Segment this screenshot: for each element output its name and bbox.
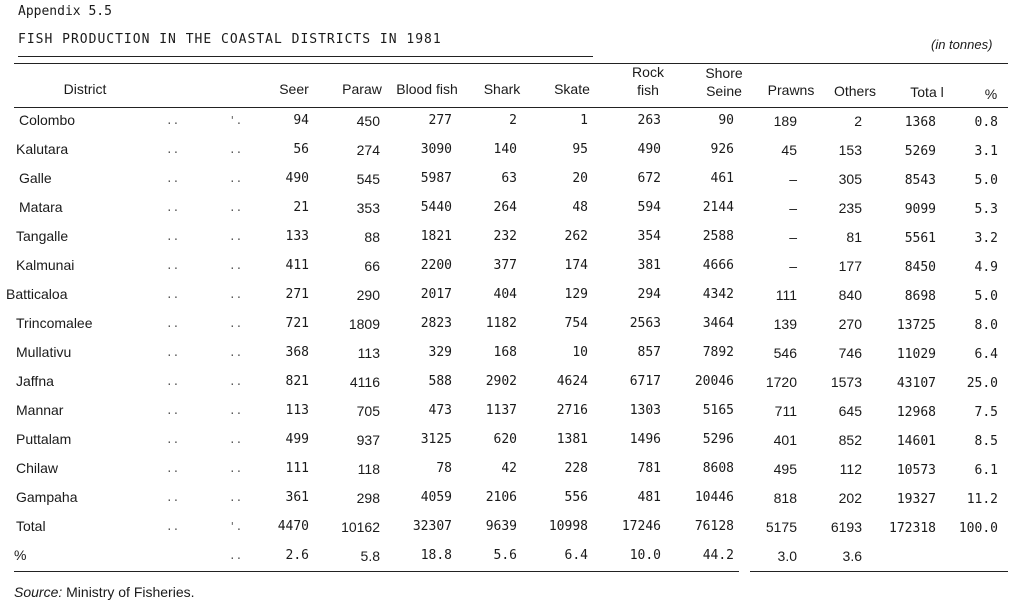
- cell-percent: 100.0: [958, 521, 998, 536]
- header-blood-fish: Blood fish: [396, 81, 458, 97]
- cell-rock-fish: 857: [637, 345, 661, 360]
- leader-dots: ..: [229, 491, 243, 504]
- cell-skate: 6.4: [564, 548, 588, 563]
- header-skate: Skate: [554, 81, 590, 97]
- header-paraw: Paraw: [342, 81, 382, 97]
- cell-seer: 133: [285, 229, 309, 244]
- cell-tota-l: 19327: [896, 492, 936, 507]
- units-note: (in tonnes): [931, 37, 993, 52]
- cell-blood-fish: 18.8: [420, 548, 452, 563]
- header-percent: %: [984, 86, 998, 102]
- cell-prawns: 546: [773, 345, 797, 361]
- cell-skate: 1381: [556, 432, 588, 447]
- cell-shark: 140: [493, 142, 517, 157]
- leader-dots: ..: [229, 288, 243, 301]
- cell-rock-fish: 354: [637, 229, 661, 244]
- cell-blood-fish: 473: [428, 403, 452, 418]
- cell-shore-seine: 4666: [702, 258, 734, 273]
- cell-percent: 8.5: [974, 434, 998, 449]
- cell-tota-l: 8543: [904, 173, 936, 188]
- leader-dots: ..: [166, 462, 180, 475]
- cell-percent: 3.1: [974, 144, 998, 159]
- leader-dots: ..: [166, 433, 180, 446]
- leader-dots: ..: [229, 433, 243, 446]
- cell-blood-fish: 2200: [420, 258, 452, 273]
- cell-blood-fish: 1821: [420, 229, 452, 244]
- cell-prawns: –: [789, 258, 797, 274]
- leader-dots: ..: [229, 317, 243, 330]
- header-tota-l: Tota l: [910, 84, 944, 100]
- cell-shark: 232: [493, 229, 517, 244]
- cell-shark: 404: [493, 287, 517, 302]
- leader-dots: ..: [229, 375, 243, 388]
- leader-dots: '.: [229, 114, 243, 127]
- cell-prawns: –: [789, 200, 797, 216]
- cell-shark: 5.6: [493, 548, 517, 563]
- cell-rock-fish: 672: [637, 171, 661, 186]
- cell-seer: 721: [285, 316, 309, 331]
- header-district: District: [63, 81, 107, 97]
- cell-shark: 1137: [485, 403, 517, 418]
- cell-skate: 174: [564, 258, 588, 273]
- cell-skate: 262: [564, 229, 588, 244]
- cell-percent: 5.0: [974, 173, 998, 188]
- cell-others: 840: [838, 287, 862, 303]
- appendix-label: Appendix 5.5: [18, 4, 112, 19]
- cell-shark: 2: [509, 113, 517, 128]
- cell-percent: 8.0: [974, 318, 998, 333]
- cell-percent: 3.2: [974, 231, 998, 246]
- cell-prawns: 139: [773, 316, 797, 332]
- cell-paraw: 545: [356, 171, 380, 187]
- cell-tota-l: 9099: [904, 202, 936, 217]
- cell-blood-fish: 2017: [420, 287, 452, 302]
- cell-tota-l: 8450: [904, 260, 936, 275]
- cell-rock-fish: 490: [637, 142, 661, 157]
- cell-shore-seine: 3464: [702, 316, 734, 331]
- cell-percent: 4.9: [974, 260, 998, 275]
- cell-paraw: 118: [357, 461, 380, 477]
- leader-dots: ..: [166, 404, 180, 417]
- cell-tota-l: 11029: [896, 347, 936, 362]
- cell-others: 235: [838, 200, 862, 216]
- cell-skate: 10: [572, 345, 588, 360]
- leader-dots: ..: [229, 346, 243, 359]
- cell-shark: 620: [493, 432, 517, 447]
- cell-shark: 2902: [485, 374, 517, 389]
- cell-rock-fish: 6717: [629, 374, 661, 389]
- row-district: Kalutara: [16, 141, 69, 157]
- cell-rock-fish: 17246: [621, 519, 661, 534]
- header-seer: Seer: [279, 81, 309, 97]
- cell-prawns: 5175: [765, 519, 797, 535]
- header-shore-seine: Shore Seine: [705, 65, 743, 99]
- cell-others: 305: [838, 171, 862, 187]
- leader-dots: ..: [166, 259, 180, 272]
- cell-shark: 9639: [485, 519, 517, 534]
- cell-shore-seine: 926: [710, 142, 734, 157]
- cell-blood-fish: 3090: [420, 142, 452, 157]
- cell-blood-fish: 2823: [420, 316, 452, 331]
- cell-seer: 111: [285, 461, 309, 476]
- cell-tota-l: 5561: [904, 231, 936, 246]
- cell-blood-fish: 277: [428, 113, 452, 128]
- cell-seer: 113: [285, 403, 309, 418]
- cell-prawns: –: [789, 171, 797, 187]
- cell-paraw: 4116: [349, 374, 380, 390]
- cell-blood-fish: 329: [428, 345, 452, 360]
- cell-shark: 2106: [485, 490, 517, 505]
- cell-others: 81: [846, 229, 862, 245]
- leader-dots: ..: [229, 143, 243, 156]
- leader-dots: ..: [166, 491, 180, 504]
- leader-dots: ..: [166, 520, 180, 533]
- leader-dots: ..: [166, 172, 180, 185]
- row-district: Tangalle: [16, 228, 69, 244]
- cell-prawns: 3.0: [777, 548, 797, 564]
- cell-blood-fish: 3125: [420, 432, 452, 447]
- header-others: Others: [833, 83, 876, 99]
- cell-prawns: –: [789, 229, 797, 245]
- cell-rock-fish: 781: [637, 461, 661, 476]
- cell-shark: 264: [493, 200, 517, 215]
- cell-tota-l: 172318: [889, 521, 936, 536]
- cell-seer: 56: [293, 142, 309, 157]
- cell-rock-fish: 10.0: [629, 548, 661, 563]
- cell-seer: 94: [293, 113, 309, 128]
- cell-skate: 48: [572, 200, 588, 215]
- cell-others: 1573: [830, 374, 862, 390]
- cell-prawns: 1720: [765, 374, 797, 390]
- cell-rock-fish: 263: [637, 113, 661, 128]
- cell-others: 270: [838, 316, 862, 332]
- row-district: Matara: [19, 199, 63, 215]
- leader-dots: '.: [229, 520, 243, 533]
- leader-dots: ..: [229, 549, 243, 562]
- leader-dots: ..: [166, 346, 180, 359]
- cell-skate: 2716: [556, 403, 588, 418]
- header-rule-bottom: [14, 107, 1008, 108]
- row-district: Colombo: [19, 112, 76, 128]
- cell-skate: 129: [564, 287, 588, 302]
- source-label: Source:: [14, 584, 63, 600]
- cell-tota-l: 14601: [896, 434, 936, 449]
- cell-shore-seine: 2588: [702, 229, 734, 244]
- leader-dots: ..: [166, 143, 180, 156]
- row-district: Galle: [19, 170, 52, 186]
- cell-seer: 490: [285, 171, 309, 186]
- cell-percent: 5.3: [974, 202, 998, 217]
- cell-rock-fish: 1303: [629, 403, 661, 418]
- cell-shark: 168: [493, 345, 517, 360]
- table-title: FISH PRODUCTION IN THE COASTAL DISTRICTS IN 1981: [18, 32, 442, 47]
- cell-prawns: 495: [773, 461, 797, 477]
- cell-paraw: 298: [356, 490, 380, 506]
- cell-shore-seine: 76128: [694, 519, 734, 534]
- cell-rock-fish: 2563: [629, 316, 661, 331]
- cell-others: 202: [838, 490, 862, 506]
- cell-percent: 11.2: [966, 492, 998, 507]
- cell-blood-fish: 78: [436, 461, 452, 476]
- cell-shark: 42: [501, 461, 517, 476]
- cell-shore-seine: 44.2: [702, 548, 734, 563]
- cell-prawns: 818: [773, 490, 797, 506]
- cell-prawns: 111: [775, 287, 797, 303]
- leader-dots: ..: [229, 230, 243, 243]
- header-prawns: Prawns: [767, 82, 815, 98]
- cell-percent: 0.8: [974, 115, 998, 130]
- cell-percent: 6.4: [974, 347, 998, 362]
- header-rule-top: [14, 63, 1008, 64]
- cell-percent: 7.5: [974, 405, 998, 420]
- cell-shore-seine: 90: [718, 113, 734, 128]
- cell-percent: 6.1: [974, 463, 998, 478]
- cell-others: 746: [838, 345, 862, 361]
- row-district: Kalmunai: [16, 257, 75, 273]
- leader-dots: ..: [166, 114, 180, 127]
- row-district: Jaffna: [16, 373, 54, 389]
- cell-tota-l: 1368: [904, 115, 936, 130]
- leader-dots: ..: [166, 317, 180, 330]
- table-bottom-rule-right: [750, 571, 1008, 572]
- cell-shore-seine: 7892: [702, 345, 734, 360]
- cell-shore-seine: 8608: [702, 461, 734, 476]
- row-district: Gampaha: [16, 489, 78, 505]
- row-district: Puttalam: [16, 431, 72, 447]
- cell-paraw: 1809: [348, 316, 380, 332]
- cell-blood-fish: 5987: [420, 171, 452, 186]
- cell-skate: 20: [572, 171, 588, 186]
- cell-shore-seine: 461: [710, 171, 734, 186]
- row-district: %: [14, 547, 27, 563]
- cell-skate: 4624: [556, 374, 588, 389]
- leader-dots: ..: [166, 230, 180, 243]
- cell-seer: 368: [285, 345, 309, 360]
- cell-tota-l: 8698: [904, 289, 936, 304]
- row-district: Chilaw: [16, 460, 59, 476]
- cell-shore-seine: 10446: [694, 490, 734, 505]
- cell-seer: 4470: [277, 519, 309, 534]
- cell-paraw: 88: [364, 229, 380, 245]
- cell-shark: 1182: [485, 316, 517, 331]
- header-shark: Shark: [483, 81, 521, 97]
- leader-dots: ..: [229, 404, 243, 417]
- cell-tota-l: 43107: [896, 376, 936, 391]
- cell-percent: 5.0: [974, 289, 998, 304]
- cell-seer: 411: [285, 258, 309, 273]
- cell-seer: 2.6: [285, 548, 309, 563]
- leader-dots: ..: [166, 288, 180, 301]
- cell-prawns: 45: [781, 142, 797, 158]
- cell-blood-fish: 588: [428, 374, 452, 389]
- source-text: Ministry of Fisheries.: [66, 584, 195, 600]
- cell-blood-fish: 32307: [412, 519, 452, 534]
- title-rule: [18, 56, 593, 57]
- cell-others: 2: [854, 113, 862, 129]
- cell-rock-fish: 294: [637, 287, 661, 302]
- cell-blood-fish: 5440: [420, 200, 452, 215]
- cell-others: 153: [838, 142, 862, 158]
- cell-paraw: 937: [356, 432, 380, 448]
- header-rock-fish: Rock fish: [632, 64, 664, 98]
- cell-rock-fish: 381: [637, 258, 661, 273]
- leader-dots: ..: [166, 375, 180, 388]
- cell-paraw: 705: [356, 403, 380, 419]
- cell-seer: 499: [285, 432, 309, 447]
- cell-shark: 377: [493, 258, 517, 273]
- leader-dots: ..: [166, 201, 180, 214]
- cell-others: 852: [838, 432, 862, 448]
- leader-dots: ..: [229, 462, 243, 475]
- cell-seer: 21: [293, 200, 309, 215]
- row-district: Batticaloa: [6, 286, 68, 302]
- cell-others: 6193: [830, 519, 862, 535]
- cell-paraw: 113: [357, 345, 380, 361]
- cell-skate: 754: [564, 316, 588, 331]
- cell-shore-seine: 4342: [702, 287, 734, 302]
- source-note: [14, 584, 195, 600]
- cell-prawns: 189: [773, 113, 797, 129]
- cell-shore-seine: 20046: [694, 374, 734, 389]
- cell-prawns: 711: [774, 403, 797, 419]
- cell-skate: 556: [564, 490, 588, 505]
- cell-paraw: 450: [356, 113, 380, 129]
- leader-dots: ..: [229, 259, 243, 272]
- cell-tota-l: 10573: [896, 463, 936, 478]
- cell-seer: 361: [285, 490, 309, 505]
- row-district: Mullativu: [16, 344, 72, 360]
- cell-blood-fish: 4059: [420, 490, 452, 505]
- cell-skate: 1: [580, 113, 588, 128]
- cell-paraw: 10162: [341, 519, 380, 535]
- cell-paraw: 290: [356, 287, 380, 303]
- cell-rock-fish: 594: [637, 200, 661, 215]
- cell-prawns: 401: [773, 432, 797, 448]
- cell-shore-seine: 2144: [702, 200, 734, 215]
- cell-shark: 63: [501, 171, 517, 186]
- cell-skate: 10998: [548, 519, 588, 534]
- cell-shore-seine: 5296: [702, 432, 734, 447]
- cell-shore-seine: 5165: [702, 403, 734, 418]
- cell-rock-fish: 1496: [629, 432, 661, 447]
- cell-others: 3.6: [842, 548, 862, 564]
- row-district: Mannar: [16, 402, 64, 418]
- cell-paraw: 274: [356, 142, 380, 158]
- row-district: Trincomalee: [16, 315, 93, 331]
- cell-rock-fish: 481: [637, 490, 661, 505]
- leader-dots: ..: [229, 172, 243, 185]
- cell-skate: 95: [572, 142, 588, 157]
- table-bottom-rule-left: [14, 571, 739, 572]
- row-district: Total: [16, 518, 46, 534]
- leader-dots: ..: [229, 201, 243, 214]
- cell-paraw: 66: [364, 258, 380, 274]
- cell-paraw: 5.8: [360, 548, 380, 564]
- cell-skate: 228: [564, 461, 588, 476]
- cell-tota-l: 5269: [904, 144, 936, 159]
- cell-paraw: 353: [356, 200, 380, 216]
- cell-others: 645: [838, 403, 862, 419]
- cell-seer: 271: [285, 287, 309, 302]
- cell-tota-l: 12968: [896, 405, 936, 420]
- cell-others: 112: [839, 461, 862, 477]
- cell-seer: 821: [285, 374, 309, 389]
- cell-tota-l: 13725: [896, 318, 936, 333]
- cell-others: 177: [838, 258, 862, 274]
- cell-percent: 25.0: [966, 376, 998, 391]
